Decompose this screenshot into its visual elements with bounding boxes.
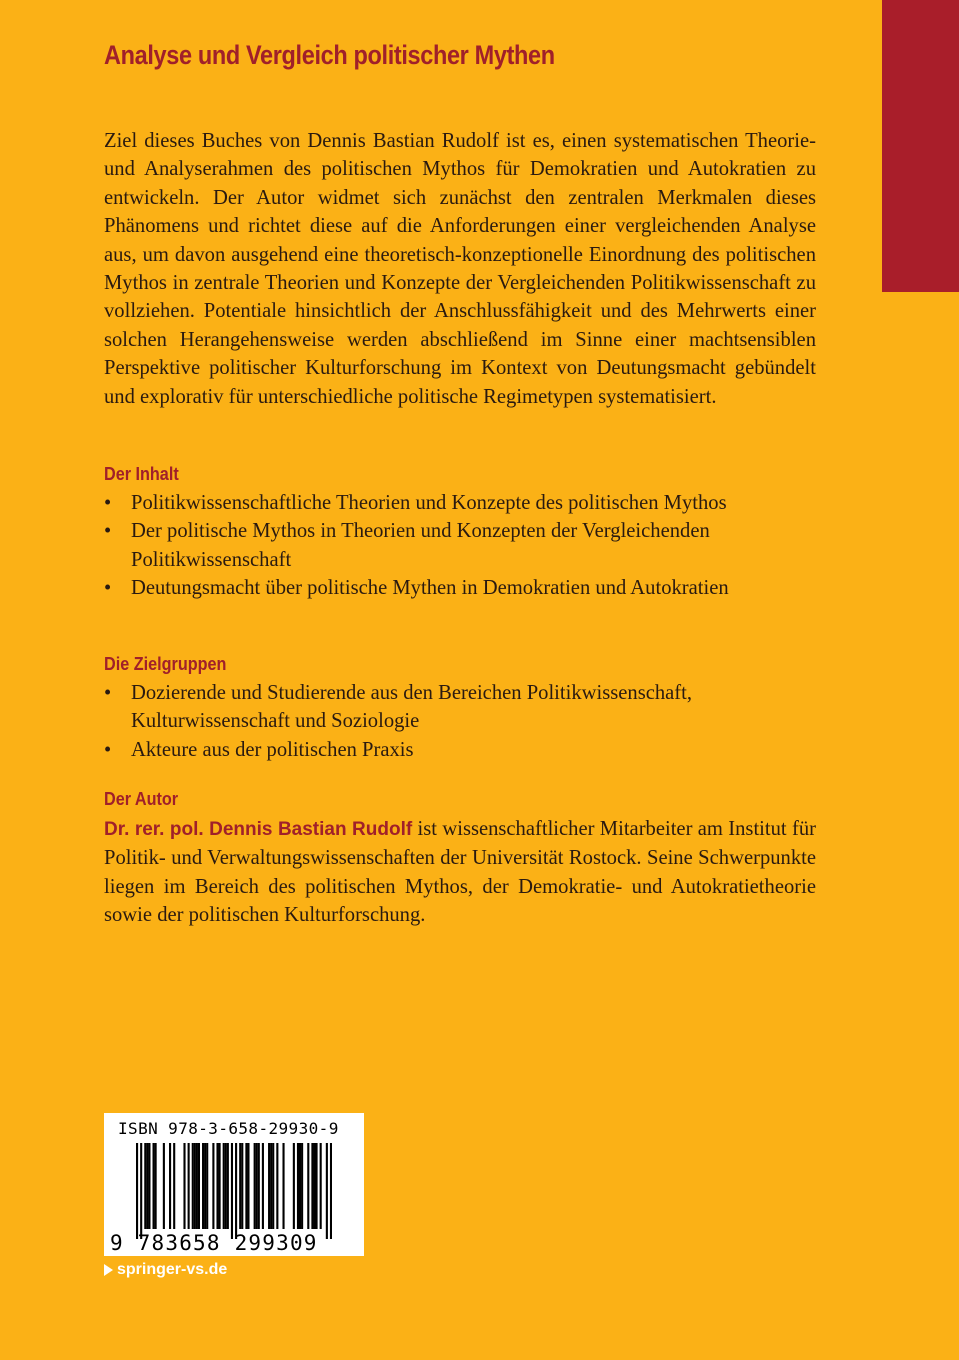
barcode-bar xyxy=(136,1143,138,1239)
barcode-bar xyxy=(188,1143,190,1229)
barcode-bar xyxy=(270,1143,272,1229)
barcode-bar xyxy=(204,1143,206,1229)
barcode-bar xyxy=(146,1143,148,1229)
barcode-bar xyxy=(231,1143,233,1239)
barcode-bar xyxy=(282,1143,284,1229)
barcode-bar xyxy=(148,1143,150,1229)
bullet-icon: • xyxy=(104,577,112,600)
barcode-bar xyxy=(235,1143,237,1239)
red-corner-band xyxy=(882,0,959,292)
barcode-bar xyxy=(227,1143,229,1229)
barcode-bar xyxy=(293,1143,295,1229)
barcode-bar xyxy=(258,1143,260,1229)
barcode-bar xyxy=(241,1143,243,1229)
barcode-bar xyxy=(301,1143,303,1229)
website-label: springer-vs.de xyxy=(117,1261,228,1278)
website-link[interactable] xyxy=(104,1261,227,1279)
barcode-bar xyxy=(320,1143,322,1229)
barcode-bar xyxy=(225,1143,227,1229)
list-item: • Dozierende und Studierende aus den Bereichen Politikwissenschaft, Kulturwissenschaft und Soziologie xyxy=(104,679,816,736)
barcode-bar xyxy=(239,1143,241,1229)
inhalt-list xyxy=(104,489,816,603)
barcode-bar xyxy=(256,1143,258,1229)
autor-heading: Der Autor xyxy=(104,789,179,809)
list-item: • Der politische Mythos in Theorien und Konzepten der Vergleichenden Politikwissenschaft xyxy=(104,517,816,574)
bullet-icon: • xyxy=(104,520,112,543)
bullet-icon: • xyxy=(104,738,112,761)
barcode-bar xyxy=(169,1143,171,1229)
barcode-bar xyxy=(262,1143,264,1229)
barcode-bar xyxy=(194,1143,196,1229)
zielgruppen-heading: Die Zielgruppen xyxy=(104,654,227,674)
barcode-bar xyxy=(276,1143,278,1229)
barcode-bar xyxy=(140,1143,142,1239)
barcode-bar xyxy=(212,1143,214,1229)
barcode-bar xyxy=(311,1143,313,1229)
barcode-bar xyxy=(173,1143,175,1229)
barcode-bar xyxy=(192,1143,194,1229)
barcode-bar xyxy=(247,1143,249,1229)
barcode-bar xyxy=(202,1143,204,1229)
arrow-right-icon xyxy=(104,1264,113,1276)
barcode-bar xyxy=(299,1143,301,1229)
isbn-barcode xyxy=(104,1113,364,1256)
barcode-bar xyxy=(196,1143,198,1229)
barcode-bar xyxy=(163,1143,165,1229)
barcode-bar xyxy=(198,1143,200,1229)
barcode-bar xyxy=(330,1143,332,1239)
barcode-bar xyxy=(313,1143,315,1229)
barcode-bar xyxy=(268,1143,270,1229)
barcode-bar xyxy=(155,1143,157,1229)
list-item: • Deutungsmacht über politische Mythen in Demokratien und Autokratien xyxy=(104,574,816,602)
zielgruppen-list xyxy=(104,679,816,764)
barcode-bar xyxy=(219,1143,221,1229)
barcode-bar xyxy=(245,1143,247,1229)
list-item: • Akteure aus der politischen Praxis xyxy=(104,736,816,764)
bullet-icon: • xyxy=(104,682,112,704)
page-title: Analyse und Vergleich politischer Mythen xyxy=(104,40,555,70)
barcode-bar xyxy=(297,1143,299,1229)
barcode-bars xyxy=(136,1143,332,1239)
ean-digits: 9 783658 299309 xyxy=(110,1231,318,1255)
barcode-bar xyxy=(223,1143,225,1229)
list-item: • Politikwissenschaftliche Theorien und Konzepte des politischen Mythos xyxy=(104,489,816,517)
barcode-bar xyxy=(206,1143,208,1229)
author-name: Dr. rer. pol. Dennis Bastian Rudolf xyxy=(104,819,413,840)
barcode-bar xyxy=(144,1143,146,1229)
intro-paragraph: Ziel dieses Buches von Dennis Bastian Rudolf ist es, einen systematischen Theorie- und Analyserahmen des politischen Mythos für Demokratien und Autokratien zu entwickeln. Der Autor widmet sich zunächst den zentralen Merkmalen dieses Phänomens und richtet diese auf die Anforderungen einer vergleichenden Analyse aus, um davon ausgehend eine theoretisch-konzeptionelle Einordnung des politischen Mythos in zentrale Theorien und Konzepte der Vergleichenden Politikwissenschaft zu vollziehen. Potentiale hinsichtlich der Anschlussfähigkeit und des Mehrwerts einer solchen Herangehensweise werden abschließend im Sinne einer machtsensiblen Perspektive politischer Kulturforschung im Kontext von Deutungsmacht gebündelt und explorativ für unterschiedliche politische Regimetypen systematisiert. xyxy=(104,130,816,408)
barcode-bar xyxy=(183,1143,185,1229)
isbn-label: ISBN 978-3-658-29930-9 xyxy=(118,1119,339,1138)
barcode-bar xyxy=(315,1143,317,1229)
barcode-bar xyxy=(153,1143,155,1229)
inhalt-heading: Der Inhalt xyxy=(104,464,179,484)
author-bio: Dr. rer. pol. Dennis Bastian Rudolf ist wissenschaftlicher Mitarbeiter am Institut für Politik- und Verwaltungswissenschaften der Universität Rostock. Seine Schwerpunkte liegen im Bereich des politischen Mythos, der Demokratie- und Autokratietheorie sowie der politischen Kulturforschung. xyxy=(104,818,816,927)
barcode-bar xyxy=(254,1143,256,1229)
barcode-bar xyxy=(326,1143,328,1239)
barcode-bar xyxy=(216,1143,218,1229)
barcode-bar xyxy=(272,1143,274,1229)
bullet-icon: • xyxy=(104,492,112,514)
barcode-bar xyxy=(307,1143,309,1229)
